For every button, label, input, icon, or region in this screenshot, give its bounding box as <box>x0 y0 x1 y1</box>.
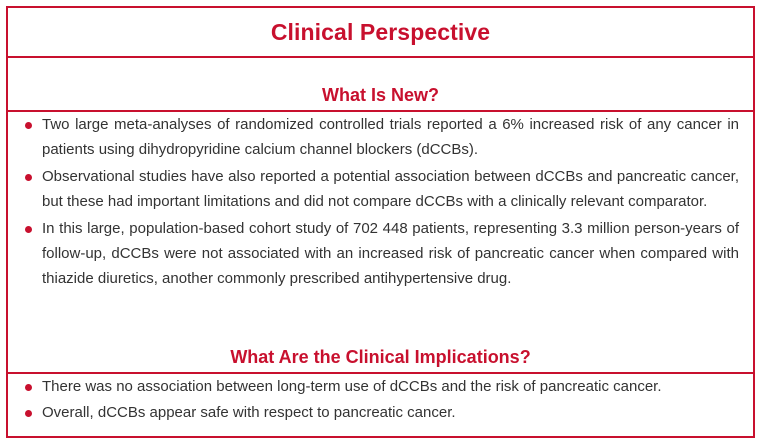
bullet-dot-icon <box>25 174 32 181</box>
bullet-dot-icon <box>25 122 32 129</box>
title-bar <box>8 8 753 58</box>
list-item <box>25 400 739 425</box>
section-heading: What Are the Clinical Implications? <box>230 347 531 367</box>
box-title: Clinical Perspective <box>270 18 491 45</box>
list-item-text: Overall, dCCBs appear safe with respect to pancreatic cancer. <box>42 404 456 421</box>
bullet-list <box>8 112 753 291</box>
list-item <box>25 112 739 162</box>
list-item-text: Two large meta-analyses of randomized controlled trials reported a 6% increased risk of any cancer in patients using dihydropyridine calcium channel blockers (dCCBs). <box>42 116 739 158</box>
bullet-dot-icon <box>25 410 32 417</box>
bullet-dot-icon <box>25 384 32 391</box>
section-heading: What Is New? <box>321 85 439 105</box>
bullet-dot-icon <box>25 226 32 233</box>
list-item-text: Observational studies have also reported a potential association between dCCBs and pancreatic cancer, but these had important limitations and did not compare dCCBs with a clinically relevant comparator. <box>42 168 739 210</box>
section-header-clinical-implications <box>8 344 753 374</box>
list-item-text: In this large, population-based cohort study of 702 448 patients, representing 3.3 million person-years of follow-up, dCCBs were not associated with an increased risk of pancreatic cancer when compared with thiazide diuretics, another commonly prescribed antihypertensive drug. <box>42 220 739 287</box>
clinical-perspective-box <box>6 6 755 438</box>
section-body-what-is-new <box>8 112 753 344</box>
list-item <box>25 164 739 214</box>
list-item <box>25 216 739 291</box>
list-item <box>25 374 739 399</box>
bullet-list <box>8 374 753 425</box>
list-item-text: There was no association between long-term use of dCCBs and the risk of pancreatic cancer. <box>42 378 662 395</box>
section-header-what-is-new <box>8 58 753 112</box>
